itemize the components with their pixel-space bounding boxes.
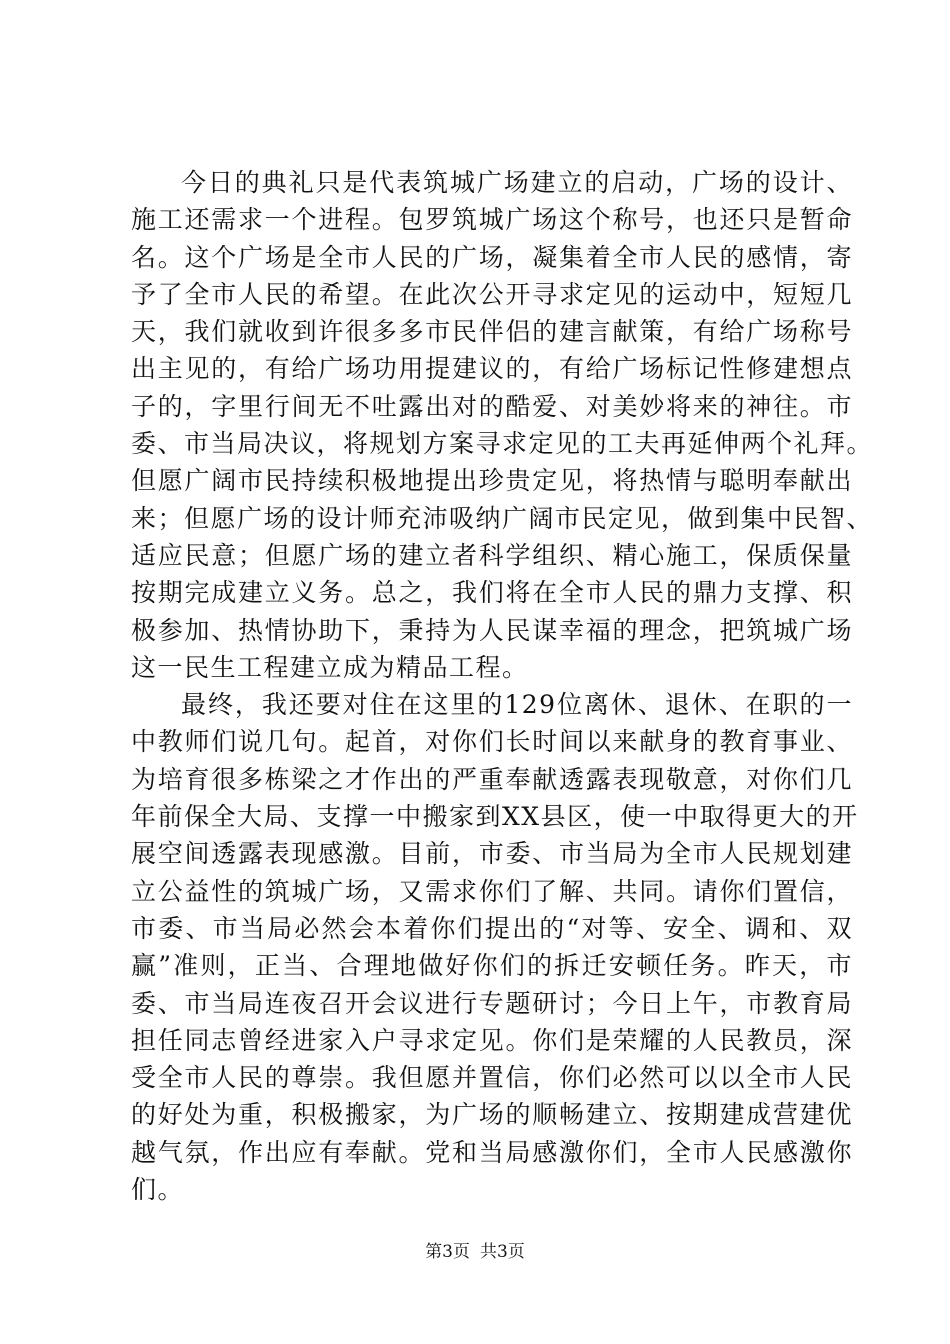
document-body [131, 164, 874, 1208]
text-line: 适应民意；但愿广场的建立者科学组织、精心施工，保质保量 [131, 540, 853, 570]
text-line: 名。这个广场是全市人民的广场，凝集着全市人民的感情，寄 [131, 242, 853, 272]
text-line: 委、市当局决议，将规划方案寻求定见的工夫再延伸两个礼拜。 [131, 429, 874, 459]
text-line: 展空间透露表现感激。目前，市委、市当局为全市人民规划建 [131, 839, 853, 869]
text-line: 年前保全大局、支撑一中搬家到XX县区，使一中取得更大的开 [131, 802, 859, 832]
text-line: 们。 [131, 1175, 185, 1205]
text-line: 受全市人民的尊崇。我但愿并置信，你们必然可以以全市人民 [131, 1063, 853, 1093]
page-footer [0, 1240, 950, 1264]
text-line: 为培育很多栋梁之才作出的严重奉献透露表现敬意，对你们几 [131, 764, 853, 794]
text-line: 子的，字里行间无不吐露出对的酷爱、对美妙将来的神往。市 [131, 391, 853, 421]
text-line: 予了全市人民的希望。在此次公开寻求定见的运动中，短短几 [131, 279, 853, 309]
text-line: 施工还需求一个进程。包罗筑城广场这个称号，也还只是暂命 [131, 205, 853, 235]
text-line: 担任同志曾经进家入户寻求定见。你们是荣耀的人民教员，深 [131, 1025, 853, 1055]
text-line: 委、市当局连夜召开会议进行专题研讨；今日上午，市教育局 [131, 988, 853, 1018]
page-total: 共3页 [480, 1242, 525, 1262]
text-line: 市委、市当局必然会本着你们提出的“对等、安全、调和、双 [131, 913, 853, 943]
text-line: 立公益性的筑城广场，又需求你们了解、共同。请你们置信， [131, 876, 853, 906]
text-line: 今日的典礼只是代表筑城广场建立的启动，广场的设计、 [181, 168, 853, 197]
text-line: 天，我们就收到许很多多市民伴侣的建言献策，有给广场称号 [131, 317, 853, 347]
paragraph-2 [131, 686, 859, 1208]
text-line: 按期完成建立义务。总之，我们将在全市人民的鼎力支撑、积 [131, 578, 853, 608]
text-line: 赢”准则，正当、合理地做好你们的拆迁安顿任务。昨天，市 [131, 951, 853, 981]
text-line: 来；但愿广场的设计师充沛吸纳广阔市民定见，做到集中民智、 [131, 503, 874, 533]
text-line: 极参加、热情协助下，秉持为人民谋幸福的理念，把筑城广场 [131, 615, 853, 645]
text-line: 越气氛，作出应有奉献。党和当局感激你们，全市人民感激你 [131, 1137, 853, 1167]
page-number: 第3页 [425, 1242, 470, 1262]
text-line: 出主见的，有给广场功用提建议的，有给广场标记性修建想点 [131, 354, 853, 384]
text-line: 但愿广阔市民持续积极地提出珍贵定见，将热情与聪明奉献出 [131, 466, 853, 496]
text-line: 最终，我还要对住在这里的129位离休、退休、在职的一 [181, 690, 853, 720]
paragraph-1 [131, 164, 874, 686]
text-line: 这一民生工程建立成为精品工程。 [131, 652, 529, 682]
text-line: 中教师们说几句。起首，对你们长时间以来献身的教育事业、 [131, 727, 853, 757]
text-line: 的好处为重，积极搬家，为广场的顺畅建立、按期建成营建优 [131, 1100, 853, 1130]
